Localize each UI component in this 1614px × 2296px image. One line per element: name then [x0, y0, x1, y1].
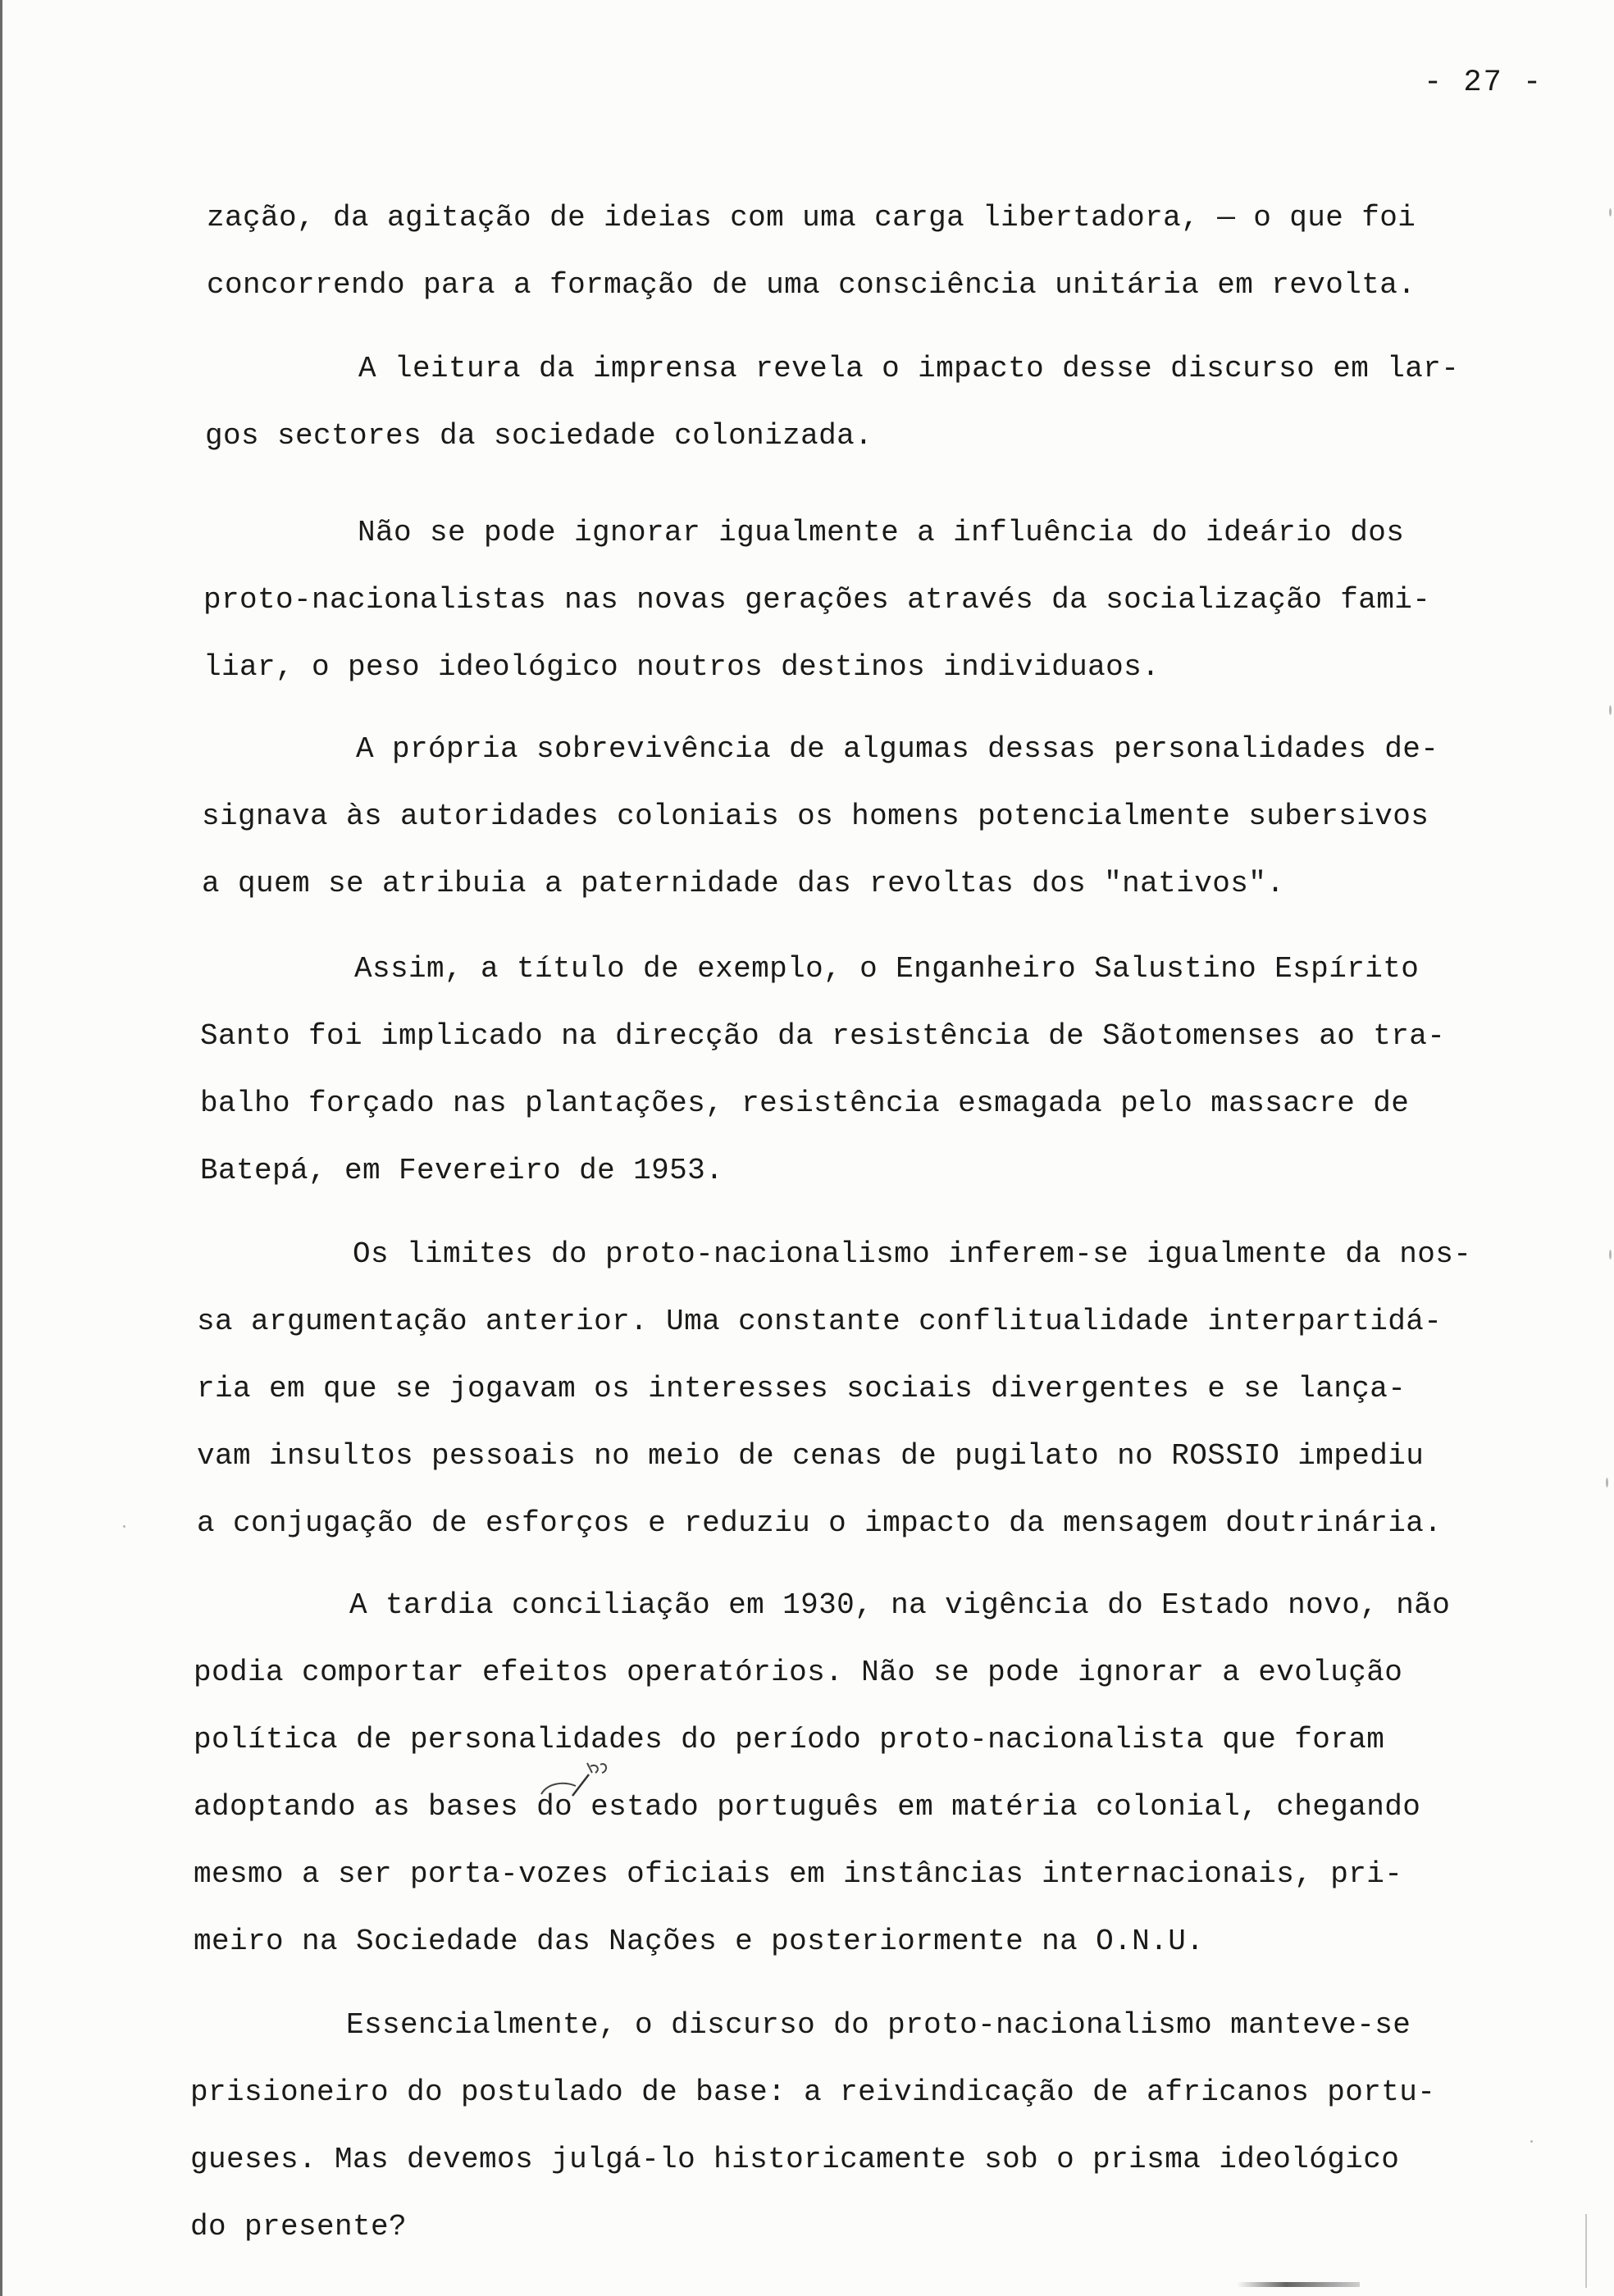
page-number: - 27 -: [1424, 66, 1543, 100]
scan-speck: [1609, 208, 1612, 216]
text-line: concorrendo para a formação de uma consciência unitária em revolta.: [207, 268, 1416, 302]
text-line: A leitura da imprensa revela o impacto desse discurso em lar-: [358, 352, 1460, 385]
text-line: sa argumentação anterior. Uma constante conflitualidade interpartidá-: [197, 1305, 1443, 1338]
text-line: Santo foi implicado na direcção da resistência de Sãotomenses ao tra-: [200, 1019, 1446, 1053]
handwritten-annotation: [540, 1758, 610, 1799]
text-line: a quem se atribuia a paternidade das revoltas dos "nativos".: [202, 867, 1285, 900]
text-line: Não se pode ignorar igualmente a influência do ideário dos: [358, 516, 1405, 549]
text-line: gueses. Mas devemos julgá-lo historicamente sob o prisma ideológico: [190, 2143, 1400, 2176]
scan-speck: [123, 1525, 125, 1528]
scan-left-edge: [0, 0, 2, 2296]
text-line: do presente?: [190, 2210, 408, 2244]
text-line: A própria sobrevivência de algumas dessas personalidades de-: [356, 732, 1439, 766]
text-line: Essencialmente, o discurso do proto-nacionalismo manteve-se: [346, 2008, 1411, 2042]
text-line: signava às autoridades coloniais os homens potencialmente subersivos: [202, 800, 1429, 833]
text-line: meiro na Sociedade das Nações e posteriormente na O.N.U.: [194, 1925, 1205, 1958]
text-line: prisioneiro do postulado de base: a reivindicação de africanos portu-: [190, 2075, 1436, 2109]
scan-speck: [1530, 2140, 1533, 2143]
text-line: zação, da agitação de ideias com uma carga libertadora, — o que foi: [207, 201, 1416, 235]
text-line: mesmo a ser porta-vozes oficiais em instâncias internacionais, pri-: [194, 1857, 1403, 1891]
text-line: política de personalidades do período proto-nacionalista que foram: [194, 1723, 1385, 1756]
text-line: liar, o peso ideológico noutros destinos individuaos.: [203, 650, 1160, 684]
text-line: Assim, a título de exemplo, o Enganheiro Salustino Espírito: [354, 952, 1420, 986]
scan-smudge: [1237, 2282, 1360, 2287]
text-line: Os limites do proto-nacionalismo inferem-se igualmente da nos-: [353, 1237, 1472, 1271]
text-line: A tardia conciliação em 1930, na vigência do Estado novo, não: [349, 1588, 1451, 1622]
scan-speck: [1609, 1250, 1612, 1260]
text-line: Batepá, em Fevereiro de 1953.: [200, 1154, 724, 1187]
text-line: a conjugação de esforços e reduziu o impacto da mensagem doutrinária.: [197, 1506, 1443, 1540]
text-line: gos sectores da sociedade colonizada.: [205, 419, 873, 453]
text-line: vam insultos pessoais no meio de cenas de pugilato no ROSSIO impediu: [197, 1439, 1425, 1473]
text-line: ria em que se jogavam os interesses sociais divergentes e se lança-: [197, 1372, 1407, 1405]
scan-edge-mark: [1585, 2214, 1587, 2288]
text-line: podia comportar efeitos operatórios. Não se pode ignorar a evolução: [194, 1656, 1403, 1689]
text-line: proto-nacionalistas nas novas gerações através da socialização fami-: [203, 583, 1431, 617]
scan-speck: [1609, 705, 1612, 715]
text-line: balho forçado nas plantações, resistência esmagada pelo massacre de: [200, 1086, 1410, 1120]
scan-speck: [1606, 1478, 1608, 1487]
text-line: adoptando as bases do estado português em matéria colonial, chegando: [194, 1790, 1421, 1824]
